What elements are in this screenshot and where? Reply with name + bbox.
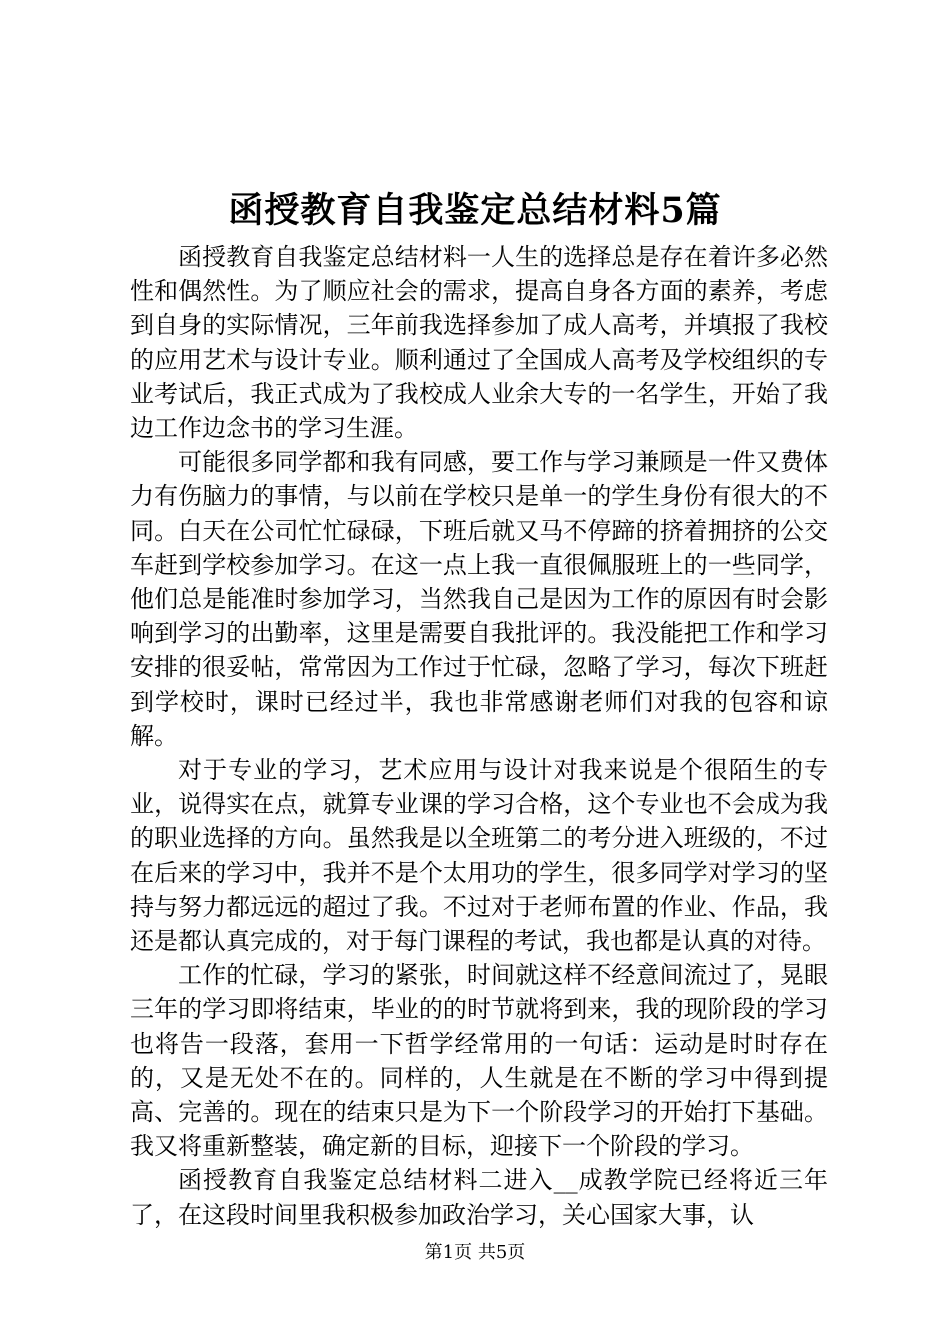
paragraph: 对于专业的学习，艺术应用与设计对我来说是个很陌生的专业，说得实在点，就算专业课的学习合格，这个专业也不会成为我的职业选择的方向。虽然我是以全班第二的考分进入班级的，不过在后来的学习中，我并不是个太用功的学生，很多同学对学习的坚持与努力都远远的超过了我。不过对于老师布置的作业、作品，我还是都认真完成的，对于每门课程的考试，我也都是认真的对待。: [130, 756, 828, 956]
page-footer: [0, 1241, 950, 1265]
paragraph: 函授教育自我鉴定总结材料二进入__成教学院已经将近三年了，在这段时间里我积极参加政治学习，关心国家大事，认: [130, 1166, 828, 1229]
paragraph: 可能很多同学都和我有同感，要工作与学习兼顾是一件又费体力有伤脑力的事情，与以前在学校只是单一的学生身份有很大的不同。白天在公司忙忙碌碌，下班后就又马不停蹄的挤着拥挤的公交车赶到学校参加学习。在这一点上我一直很佩服班上的一些同学，他们总是能准时参加学习，当然我自己是因为工作的原因有时会影响到学习的出勤率，这里是需要自我批评的。我没能把工作和学习安排的很妥帖，常常因为工作过于忙碌，忽略了学习，每次下班赶到学校时，课时已经过半，我也非常感谢老师们对我的包容和谅解。: [130, 448, 828, 750]
document-title: 函授教育自我鉴定总结材料5篇: [228, 190, 722, 231]
document-body: [130, 240, 828, 1232]
paragraph: 函授教育自我鉴定总结材料一人生的选择总是存在着许多必然性和偶然性。为了顺应社会的需求，提高自身各方面的素养，考虑到自身的实际情况，三年前我选择参加了成人高考，并填报了我校的应用艺术与设计专业。顺利通过了全国成人高考及学校组织的专业考试后，我正式成为了我校成人业余大专的一名学生，开始了我边工作边念书的学习生涯。: [130, 243, 828, 443]
page-indicator: 第1页 共5页: [424, 1242, 526, 1263]
paragraph: 工作的忙碌，学习的紧张，时间就这样不经意间流过了，晃眼三年的学习即将结束，毕业的的时节就将到来，我的现阶段的学习也将告一段落，套用一下哲学经常用的一句话：运动是时时存在的，又是无处不在的。同样的，人生就是在不断的学习中得到提高、完善的。现在的结束只是为下一个阶段学习的开始打下基础。我又将重新整装，确定新的目标，迎接下一个阶段的学习。: [130, 961, 828, 1161]
